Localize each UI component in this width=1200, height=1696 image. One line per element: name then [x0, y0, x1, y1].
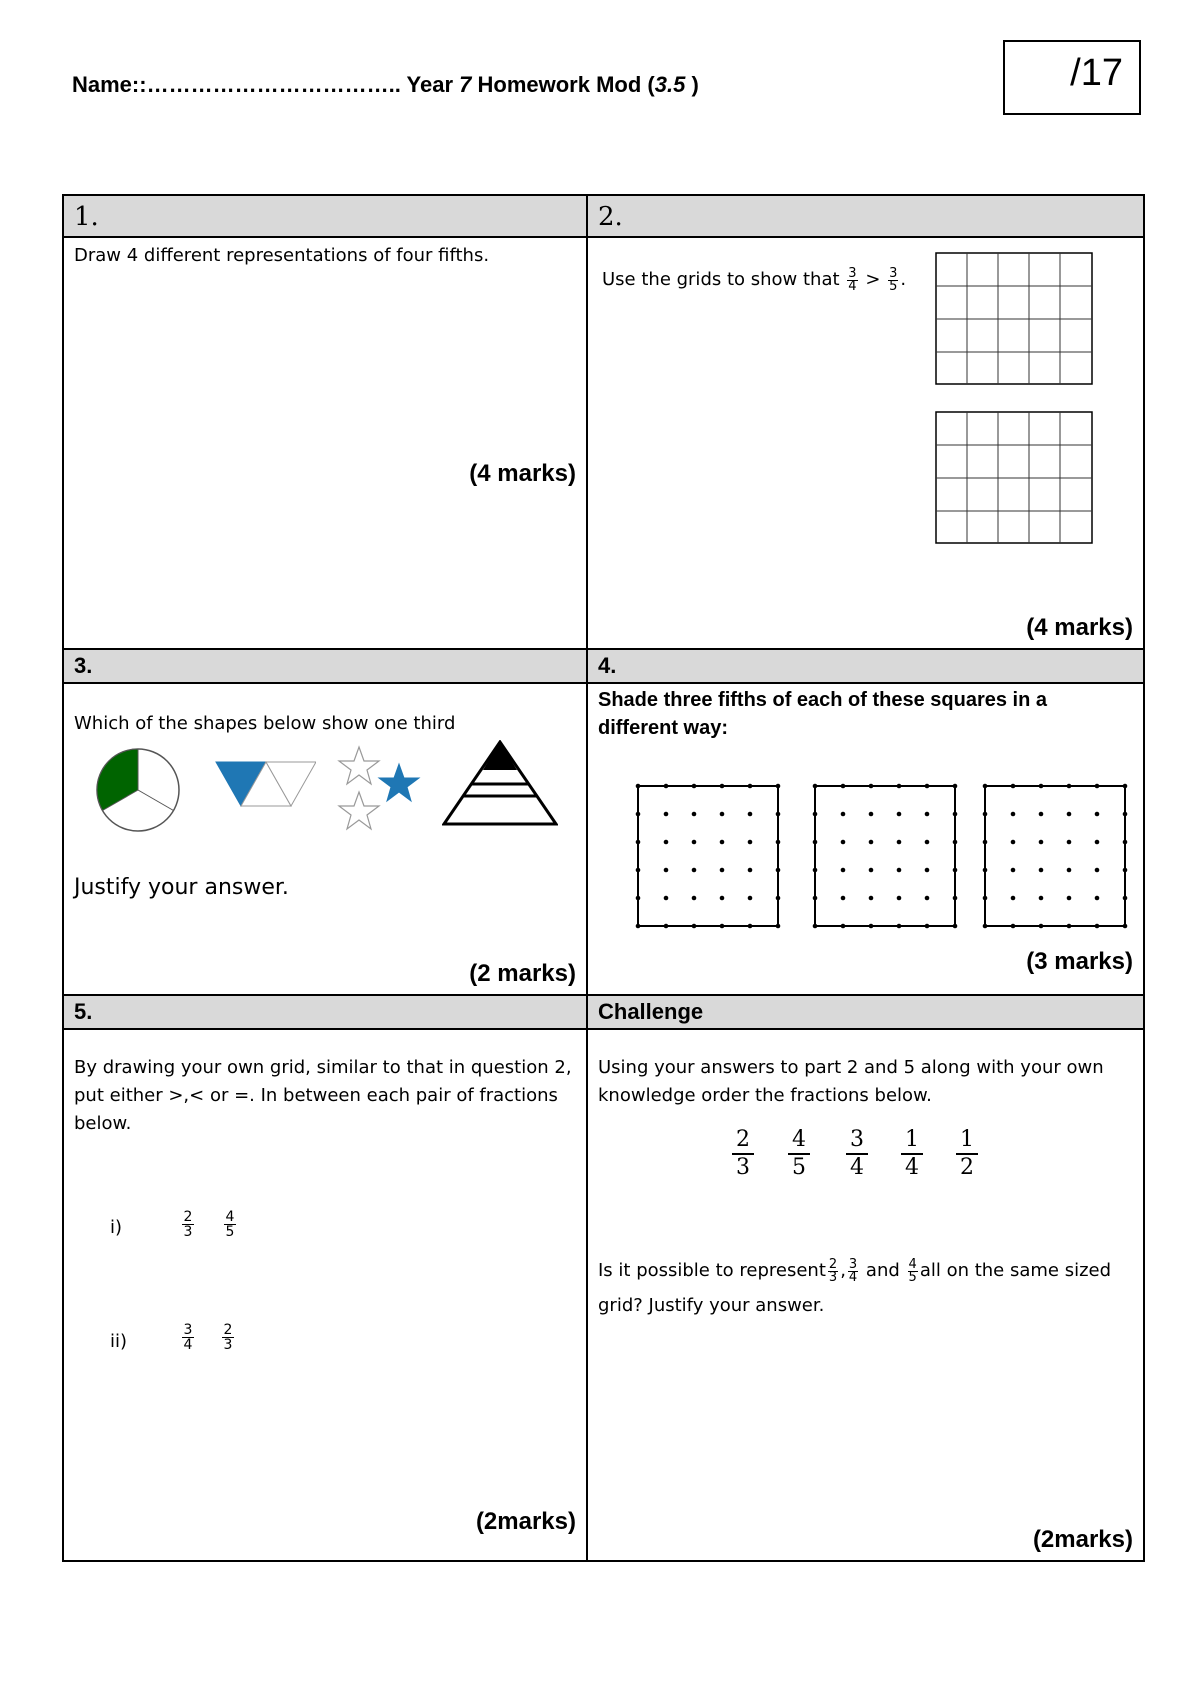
grid-dot — [813, 924, 818, 929]
grid-dot — [841, 784, 846, 789]
grid-dot — [897, 840, 902, 845]
q3-justify: Justify your answer. — [74, 875, 289, 900]
grid-dot — [1039, 840, 1044, 845]
grid-dot — [897, 812, 902, 817]
grid-dot — [925, 812, 930, 817]
challenge-fraction — [952, 1127, 982, 1181]
grid-dot — [897, 784, 902, 789]
challenge-q-frac-2 — [848, 1256, 858, 1285]
frac-num: 2 — [223, 1322, 233, 1338]
frac-den: 3 — [736, 1155, 750, 1180]
challenge-header — [587, 995, 1144, 1029]
grid-dot — [953, 812, 958, 817]
frac-den: 4 — [183, 1337, 193, 1353]
grid-dot — [664, 868, 669, 873]
grid-dot — [1011, 868, 1016, 873]
frac-den: 3 — [223, 1337, 233, 1353]
grid-dot — [1123, 812, 1128, 817]
grid-dot — [720, 840, 725, 845]
grid-dot — [636, 812, 641, 817]
grid-dot — [1067, 896, 1072, 901]
grid-dot — [720, 924, 725, 929]
grid-dot — [841, 840, 846, 845]
challenge-fraction — [784, 1127, 814, 1181]
dot-square-3 — [982, 783, 1128, 929]
challenge-fraction — [728, 1127, 758, 1181]
grid-dot — [953, 784, 958, 789]
grid-dot — [1039, 868, 1044, 873]
grid-dot — [720, 896, 725, 901]
name-dots: :…………………………….. — [139, 72, 401, 97]
grid-dot — [813, 812, 818, 817]
grid-dot — [869, 896, 874, 901]
grid-dot — [692, 896, 697, 901]
frac-num: 2 — [183, 1209, 193, 1225]
title-part: Homework Mod ( — [471, 72, 655, 97]
q5-header — [63, 995, 587, 1029]
challenge-text: Using your answers to part 2 and 5 along with your own knowledge order the fractions below. — [598, 1057, 1104, 1106]
grid-dot — [925, 924, 930, 929]
grid-dot — [1095, 896, 1100, 901]
frac-num: 2 — [828, 1256, 838, 1272]
q5-marks: (2marks) — [475, 1508, 576, 1535]
grid-dot — [869, 868, 874, 873]
grid-dot — [692, 812, 697, 817]
title-part: Year — [400, 72, 460, 97]
frac-den: 4 — [848, 1269, 858, 1285]
title-year-number: 7 — [459, 72, 472, 97]
grid-dot — [776, 924, 781, 929]
q5-part-ii-label: ii) — [110, 1331, 128, 1352]
pie-shape — [94, 746, 182, 834]
grid-dot — [925, 840, 930, 845]
score-total: /17 — [1070, 52, 1123, 94]
title-module-number: 3.5 — [654, 72, 686, 97]
challenge-q-and: and — [860, 1260, 900, 1281]
grid-dot — [776, 868, 781, 873]
grid-dot — [925, 784, 930, 789]
grid-dot — [748, 812, 753, 817]
grid-dot — [813, 868, 818, 873]
grid-dot — [1011, 784, 1016, 789]
frac-num: 1 — [901, 1127, 923, 1155]
grid-dot — [664, 784, 669, 789]
grid-dot — [720, 784, 725, 789]
q4-cell — [587, 683, 1144, 995]
grid-dot — [748, 896, 753, 901]
grid-dot — [720, 868, 725, 873]
grid-dot — [1095, 924, 1100, 929]
grid-dot — [748, 924, 753, 929]
grid-dot — [636, 924, 641, 929]
grid-dot — [1095, 812, 1100, 817]
grid-dot — [692, 924, 697, 929]
grid-dot — [813, 840, 818, 845]
grid-dot — [813, 784, 818, 789]
frac-den: 3 — [828, 1269, 838, 1285]
grid-dot — [1095, 840, 1100, 845]
q5-ii-frac-b — [217, 1323, 239, 1352]
grid-dot — [1095, 784, 1100, 789]
grid-dot — [776, 812, 781, 817]
q5-part-i-label: i) — [110, 1217, 123, 1238]
grid-dot — [692, 840, 697, 845]
q1-cell — [63, 237, 587, 649]
q3-number: 3. — [74, 653, 93, 678]
frac-num: 4 — [788, 1127, 810, 1155]
grid-dot — [1123, 784, 1128, 789]
grid-dot — [776, 896, 781, 901]
grid-dot — [636, 868, 641, 873]
q3-text: Which of the shapes below show one third — [74, 713, 456, 734]
q4-number: 4. — [598, 653, 617, 678]
grid-dot — [748, 840, 753, 845]
challenge-q-frac-1 — [828, 1256, 838, 1285]
challenge-cell — [587, 1029, 1144, 1561]
grid-dot — [983, 784, 988, 789]
grid-dot — [869, 924, 874, 929]
q5-number: 5. — [74, 999, 93, 1024]
grid-dot — [841, 924, 846, 929]
grid-dot — [953, 924, 958, 929]
grid-dot — [953, 840, 958, 845]
q2-fraction-a — [847, 265, 857, 294]
challenge-q-text: Is it possible to represent — [598, 1260, 826, 1281]
grid-dot — [1039, 924, 1044, 929]
grid-dot — [841, 812, 846, 817]
frac-den: 4 — [905, 1155, 919, 1180]
grid-dot — [1067, 924, 1072, 929]
grid-dot — [897, 896, 902, 901]
grid-dot — [869, 840, 874, 845]
grid-dot — [664, 812, 669, 817]
grid-dot — [1067, 868, 1072, 873]
stars-shape — [337, 744, 427, 839]
challenge-title: Challenge — [598, 999, 704, 1024]
grid-dot — [1123, 896, 1128, 901]
dot-square-1 — [635, 783, 781, 929]
grid-dot — [636, 784, 641, 789]
dot-square-border — [815, 786, 955, 926]
frac-den: 5 — [908, 1269, 917, 1285]
q2-number: 2. — [598, 202, 623, 232]
dot-square-border — [638, 786, 778, 926]
grid-dot — [1095, 868, 1100, 873]
q2-text-before: Use the grids to show that — [602, 269, 840, 290]
grid-dot — [983, 840, 988, 845]
challenge-question — [598, 1257, 1128, 1285]
q5-i-frac-a — [177, 1210, 199, 1239]
challenge-question-line2: grid? Justify your answer. — [598, 1295, 825, 1316]
grid-dot — [1011, 896, 1016, 901]
grid-dot — [748, 784, 753, 789]
q2-text — [602, 266, 906, 294]
challenge-q-text: all on the same sized — [919, 1260, 1112, 1281]
frac-num: 3 — [183, 1322, 193, 1338]
q5-ii-frac-a — [177, 1323, 199, 1352]
grid-dot — [1039, 812, 1044, 817]
grid-dot — [841, 896, 846, 901]
frac-num: 4 — [225, 1209, 235, 1225]
frac-num: 3 — [848, 1256, 858, 1272]
triangles-shape — [214, 760, 316, 810]
grid-dot — [1039, 784, 1044, 789]
grid-dot — [1123, 868, 1128, 873]
grid-dot — [953, 896, 958, 901]
grid-dot — [636, 896, 641, 901]
grid-dot — [636, 840, 641, 845]
grid-dot — [1039, 896, 1044, 901]
name-label: Name: — [72, 72, 140, 97]
grid-dot — [953, 868, 958, 873]
grid-dot — [664, 924, 669, 929]
grid-dot — [925, 896, 930, 901]
q4-header — [587, 649, 1144, 683]
page-header — [72, 72, 699, 98]
grid-dot — [1067, 812, 1072, 817]
grid-dot — [664, 896, 669, 901]
frac-num: 1 — [956, 1127, 978, 1155]
grid-dot — [841, 868, 846, 873]
frac-num: 3 — [846, 1127, 868, 1155]
grid-dot — [748, 868, 753, 873]
grid-dot — [897, 924, 902, 929]
challenge-fraction — [842, 1127, 872, 1181]
grid-dot — [1123, 840, 1128, 845]
q5-cell — [63, 1029, 587, 1561]
grid-dot — [813, 896, 818, 901]
grid-dot — [1067, 784, 1072, 789]
grid-dot — [776, 840, 781, 845]
frac-den: 5 — [889, 278, 898, 294]
grid-dot — [897, 868, 902, 873]
frac-num: 3 — [889, 265, 898, 281]
grid-dot — [925, 868, 930, 873]
frac-den: 5 — [225, 1224, 235, 1240]
challenge-q-comma: , — [840, 1260, 846, 1281]
q2-fraction-b — [888, 265, 898, 294]
grid-dot — [1067, 840, 1072, 845]
grid-dot — [983, 868, 988, 873]
q2-grid-bottom — [935, 411, 1095, 546]
title-part: ) — [685, 72, 699, 97]
grid-dot — [869, 784, 874, 789]
frac-den: 5 — [792, 1155, 806, 1180]
dot-square-2 — [812, 783, 958, 929]
challenge-q-frac-3 — [908, 1256, 918, 1285]
grid-dot — [776, 784, 781, 789]
frac-den: 2 — [960, 1155, 974, 1180]
q1-marks: (4 marks) — [469, 460, 576, 487]
score-box — [1003, 40, 1141, 115]
grid-dot — [692, 868, 697, 873]
challenge-marks: (2marks) — [1032, 1526, 1133, 1553]
layered-triangle-shape — [442, 740, 558, 826]
grid-dot — [1011, 840, 1016, 845]
frac-den: 3 — [183, 1224, 193, 1240]
frac-den: 4 — [850, 1155, 864, 1180]
q3-header — [63, 649, 587, 683]
q1-text: Draw 4 different representations of four fifths. — [74, 245, 490, 266]
grid-dot — [869, 812, 874, 817]
grid-dot — [692, 784, 697, 789]
grid-dot — [983, 924, 988, 929]
frac-num: 4 — [908, 1256, 917, 1272]
frac-num: 3 — [848, 265, 857, 281]
q2-marks: (4 marks) — [1026, 614, 1133, 641]
q4-marks: (3 marks) — [1026, 948, 1133, 975]
grid-dot — [720, 812, 725, 817]
grid-dot — [664, 840, 669, 845]
grid-dot — [1123, 924, 1128, 929]
q2-symbol: > — [865, 269, 881, 290]
q1-header — [63, 195, 587, 237]
grid-dot — [983, 812, 988, 817]
q2-cell — [587, 237, 1144, 649]
challenge-fraction — [897, 1127, 927, 1181]
dot-square-border — [985, 786, 1125, 926]
grid-dot — [1011, 924, 1016, 929]
q5-i-frac-b — [219, 1210, 241, 1239]
q2-header — [587, 195, 1144, 237]
q3-marks: (2 marks) — [469, 960, 576, 987]
q2-text-after: . — [900, 269, 907, 290]
questions-table — [62, 194, 1145, 1562]
frac-num: 2 — [732, 1127, 754, 1155]
q3-cell — [63, 683, 587, 995]
grid-dot — [983, 896, 988, 901]
q2-grid-top — [935, 252, 1095, 387]
q4-text: Shade three fifths of each of these squares in a different way: — [598, 689, 1048, 739]
frac-den: 4 — [848, 278, 857, 294]
grid-dot — [1011, 812, 1016, 817]
q5-text: By drawing your own grid, similar to that in question 2, put either >,< or =. In between each pair of fractions below. — [74, 1057, 572, 1134]
q1-number: 1. — [74, 202, 99, 232]
